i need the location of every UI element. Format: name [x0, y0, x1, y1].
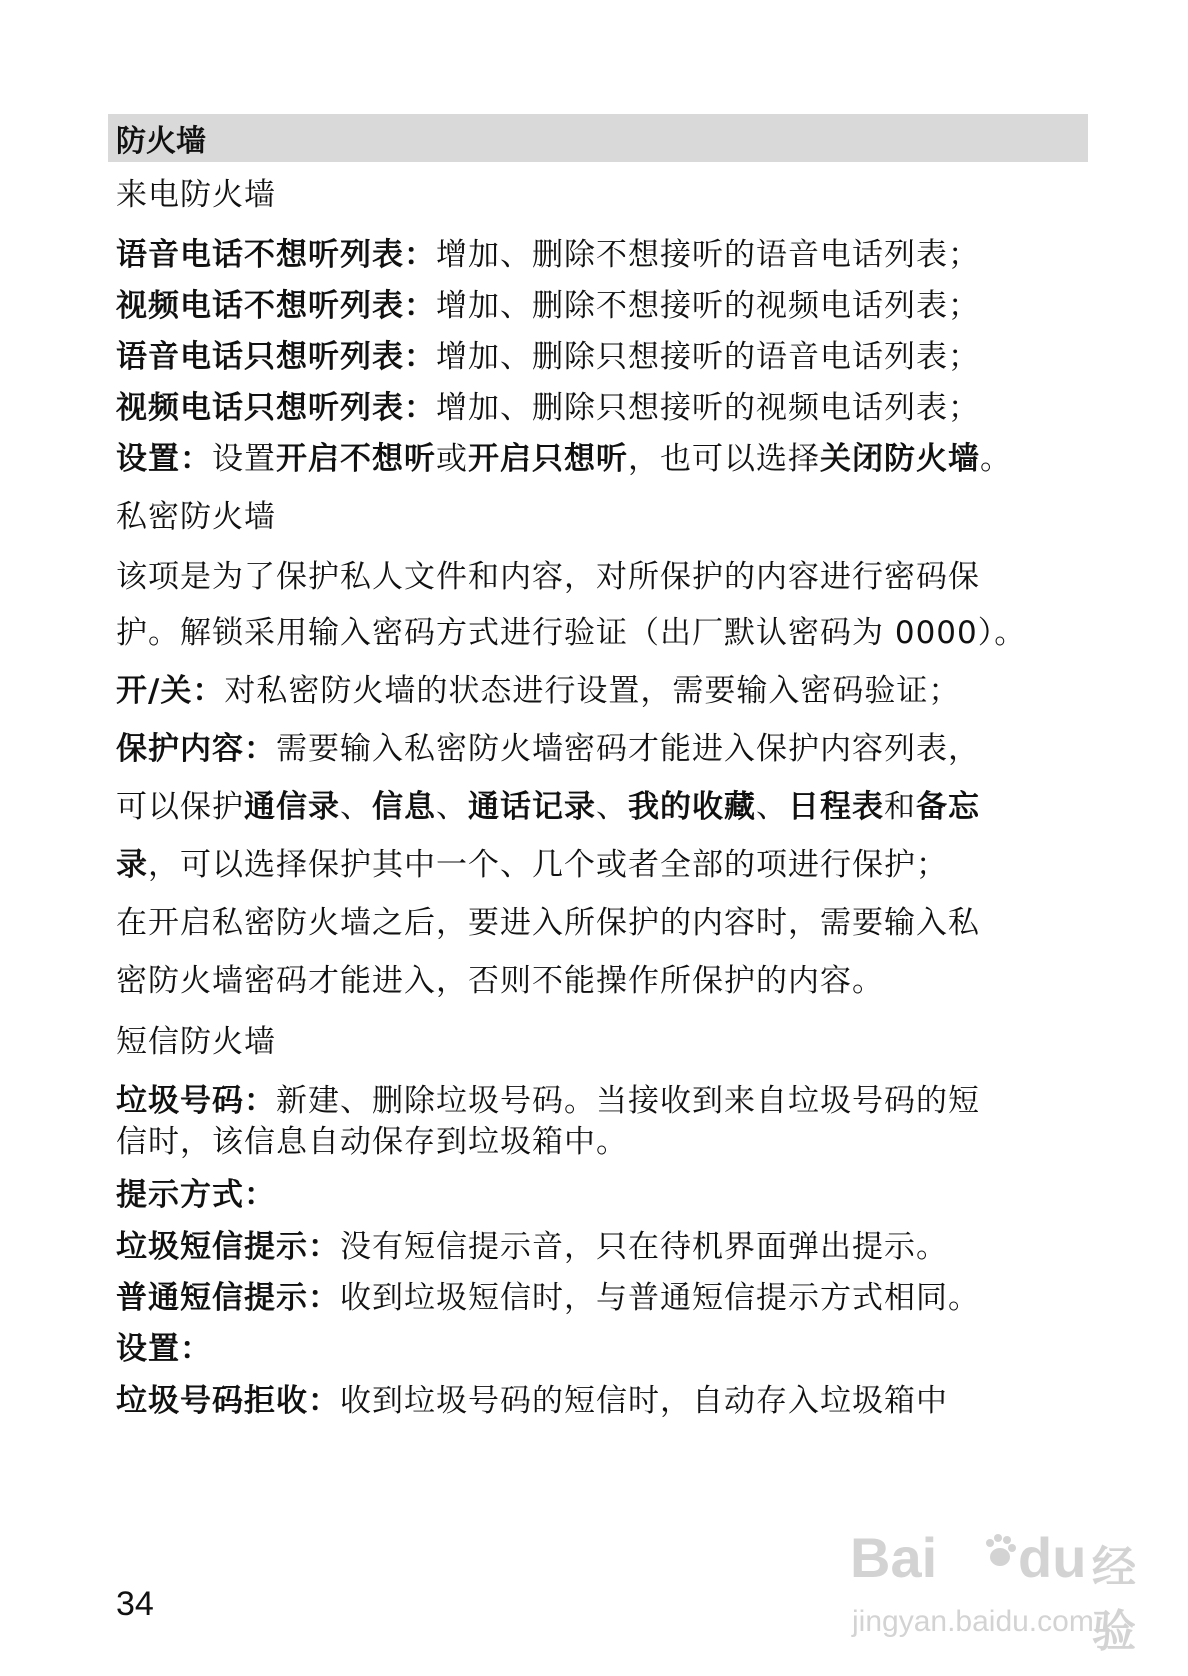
- watermark-product: 经验: [1092, 1542, 1136, 1657]
- private-protect-line-3: [116, 845, 948, 885]
- settings-text: 。: [980, 441, 1012, 477]
- onoff-label: 开/关：: [116, 673, 225, 709]
- private-protect-line-1: [116, 729, 980, 769]
- item-label: 视频电话只想听列表：: [116, 390, 436, 426]
- baidu-watermark: [830, 1525, 1136, 1657]
- protect-item-memo-end: 录: [116, 847, 148, 883]
- settings-label: 设置：: [116, 441, 212, 477]
- junk-label: 垃圾号码：: [116, 1083, 276, 1119]
- private-intro-line-2: 护。解锁采用输入密码方式进行验证（出厂默认密码为 0000）。: [116, 615, 1027, 651]
- private-intro-line-1: 该项是为了保护私人文件和内容，对所保护的内容进行密码保: [116, 559, 980, 595]
- option-close-firewall: 关闭防火墙: [820, 441, 980, 477]
- reject-text: 收到垃圾号码的短信时，自动存入垃圾箱中: [340, 1383, 948, 1419]
- call-item-voice-allow: [116, 337, 980, 377]
- protect-text: 可以保护: [116, 789, 244, 825]
- sms-normal-prompt-line: [116, 1278, 980, 1318]
- item-text: 增加、删除只想接听的语音电话列表；: [436, 339, 980, 375]
- item-text: 增加、删除不想接听的视频电话列表；: [436, 288, 980, 324]
- private-onoff-line: [116, 671, 960, 711]
- call-item-voice-block: [116, 235, 980, 275]
- item-label: 语音电话只想听列表：: [116, 339, 436, 375]
- paw-icon: [980, 1531, 1020, 1571]
- option-allow-mode: 开启只想听: [468, 441, 628, 477]
- protect-item-memo-start: 备忘: [916, 789, 980, 825]
- option-block-mode: 开启不想听: [276, 441, 436, 477]
- private-firewall-title: 私密防火墙: [116, 499, 276, 535]
- protect-item-call-log: 通话记录: [468, 789, 596, 825]
- call-item-video-allow: [116, 388, 980, 428]
- normal-prompt-text: 收到垃圾短信时，与普通短信提示方式相同。: [340, 1280, 980, 1316]
- sms-settings-title: 设置：: [116, 1331, 212, 1367]
- sms-junk-line-2: 信时，该信息自动保存到垃圾箱中。: [116, 1124, 628, 1160]
- sms-reject-line: [116, 1381, 948, 1421]
- watermark-brand: Bai: [850, 1526, 938, 1589]
- protect-text: ，可以选择保护其中一个、几个或者全部的项进行保护；: [148, 847, 948, 883]
- private-note-line-2: 密防火墙密码才能进入，否则不能操作所保护的内容。: [116, 963, 884, 999]
- protect-item-messages: 信息: [372, 789, 436, 825]
- separator: 、: [436, 789, 468, 825]
- settings-text: 或: [436, 441, 468, 477]
- sms-firewall-title: 短信防火墙: [116, 1024, 276, 1060]
- separator: 、: [756, 789, 788, 825]
- item-label: 语音电话不想听列表：: [116, 237, 436, 273]
- sms-junk-prompt-line: [116, 1227, 948, 1267]
- onoff-text: 对私密防火墙的状态进行设置，需要输入密码验证；: [224, 673, 961, 709]
- protect-text: 需要输入私密防火墙密码才能进入保护内容列表，: [276, 731, 980, 767]
- section-header-bar: [108, 114, 1088, 162]
- sms-junk-line-1: [116, 1081, 980, 1121]
- junk-text: 新建、删除垃圾号码。当接收到来自垃圾号码的短: [276, 1083, 980, 1119]
- watermark-brand-suffix: du: [1018, 1526, 1087, 1589]
- watermark-url: jingyan.baidu.com: [852, 1605, 1094, 1638]
- separator: 、: [596, 789, 628, 825]
- private-protect-line-2: [116, 787, 980, 827]
- page-number: 34: [116, 1585, 154, 1623]
- junk-prompt-label: 垃圾短信提示：: [116, 1229, 340, 1265]
- reject-label: 垃圾号码拒收：: [116, 1383, 340, 1419]
- protect-text: 和: [884, 789, 916, 825]
- separator: 、: [340, 789, 372, 825]
- sms-prompt-title: 提示方式：: [116, 1177, 276, 1213]
- protect-label: 保护内容：: [116, 731, 276, 767]
- settings-text: 设置: [212, 441, 276, 477]
- settings-text: ，也可以选择: [628, 441, 820, 477]
- item-text: 增加、删除不想接听的语音电话列表；: [436, 237, 980, 273]
- section-title: 防火墙: [116, 124, 206, 159]
- item-text: 增加、删除只想接听的视频电话列表；: [436, 390, 980, 426]
- protect-item-contacts: 通信录: [244, 789, 340, 825]
- item-label: 视频电话不想听列表：: [116, 288, 436, 324]
- private-note-line-1: 在开启私密防火墙之后，要进入所保护的内容时，需要输入私: [116, 905, 980, 941]
- call-firewall-title: 来电防火墙: [116, 177, 276, 213]
- call-item-video-block: [116, 286, 980, 326]
- normal-prompt-label: 普通短信提示：: [116, 1280, 340, 1316]
- junk-prompt-text: 没有短信提示音，只在待机界面弹出提示。: [340, 1229, 948, 1265]
- call-settings-line: [116, 439, 1012, 479]
- protect-item-favorites: 我的收藏: [628, 789, 756, 825]
- protect-item-schedule: 日程表: [788, 789, 884, 825]
